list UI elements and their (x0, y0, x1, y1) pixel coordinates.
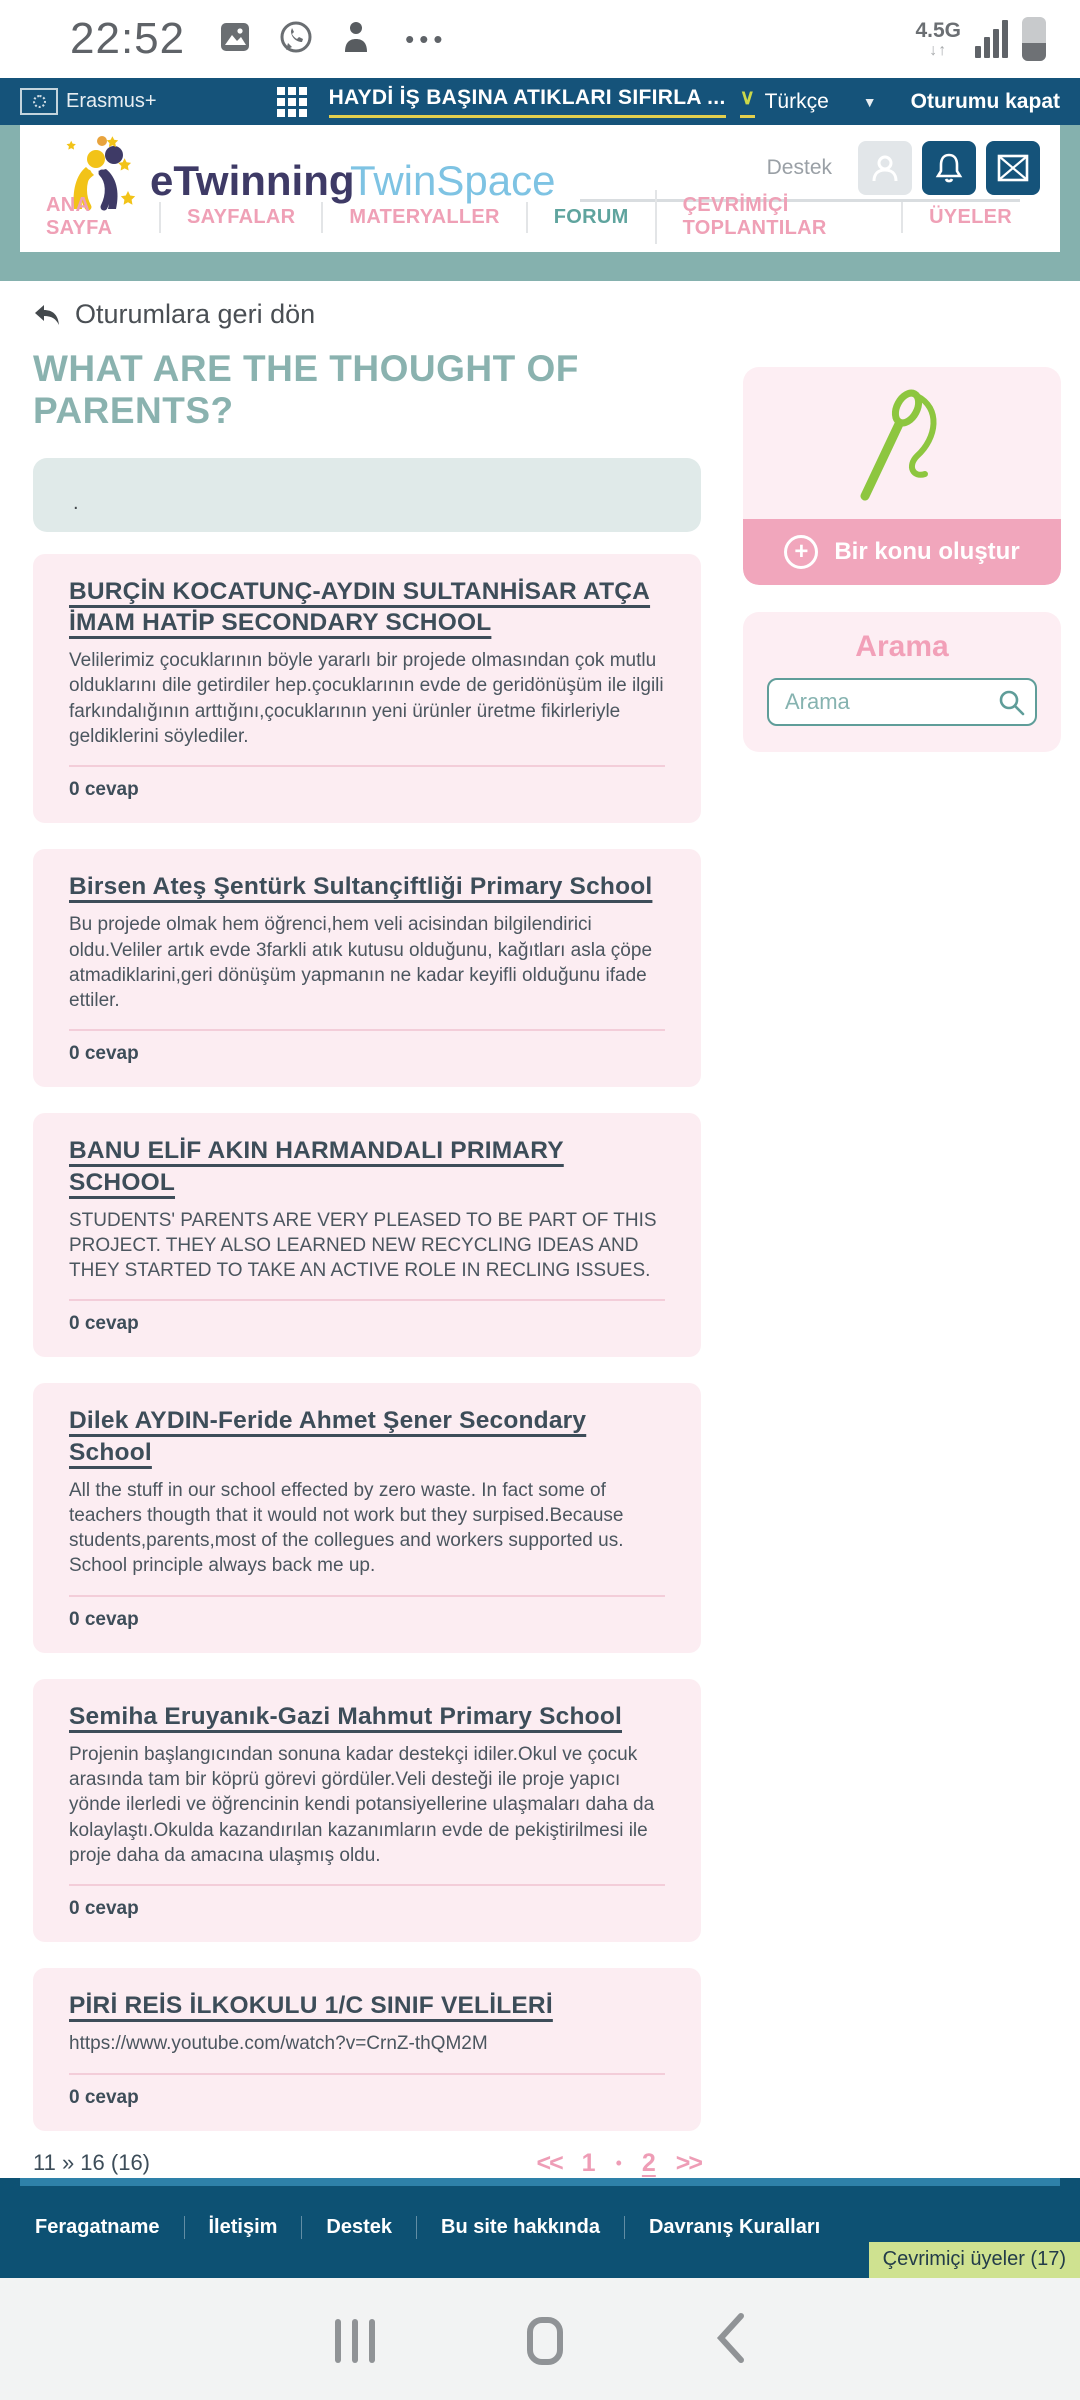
post-list (33, 554, 701, 2131)
post-reply-count: 0 cevap (69, 1608, 139, 1630)
post-reply-count: 0 cevap (69, 1898, 139, 1920)
pagination (33, 2149, 701, 2178)
main-nav-item[interactable]: FORUM (526, 202, 655, 233)
forum-post-card (33, 554, 701, 823)
reply-arrow-icon (33, 303, 61, 327)
post-title-link[interactable]: BANU ELİF AKIN HARMANDALI PRIMARY SCHOOL (69, 1137, 564, 1196)
footer-link[interactable]: İletişim (184, 2216, 302, 2239)
svg-text:TwinSpace: TwinSpace (350, 157, 556, 204)
post-reply-count: 0 cevap (69, 1313, 139, 1335)
post-divider (69, 1029, 665, 1031)
forum-sidebar (743, 367, 1061, 752)
needle-illustration (743, 367, 1061, 519)
main-nav-item[interactable]: SAYFALAR (159, 202, 321, 233)
post-divider (69, 765, 665, 767)
online-members-badge[interactable]: Çevrimiçi üyeler (17) (869, 2242, 1080, 2278)
post-title-link[interactable]: Birsen Ateş Şentürk Sultançiftliği Primary School (69, 873, 653, 901)
whatsapp-icon (279, 20, 313, 59)
footer-accent-strip (20, 2178, 1060, 2186)
post-divider (69, 1884, 665, 1886)
android-nav-bar (0, 2278, 1080, 2400)
page-title: WHAT ARE THE THOUGHT OF PARENTS? (33, 348, 579, 431)
topic-description-box: . (33, 458, 701, 532)
clock: 22:52 (70, 14, 186, 63)
forum-post-card (33, 849, 701, 1087)
create-topic-button[interactable]: + Bir konu oluştur (743, 519, 1061, 585)
post-reply-count: 0 cevap (69, 779, 139, 801)
forum-post-card (33, 1679, 701, 1942)
post-body: STUDENTS' PARENTS ARE VERY PLEASED TO BE PART OF THIS PROJECT. THEY ALSO LEARNED NEW RECYCLING IDEAS AND THEY STARTED TO TAKE AN ACTIVE ROLE IN RECLING ISSUES. (69, 1209, 657, 1282)
footer-link[interactable]: Feragatname (35, 2215, 160, 2238)
profile-button[interactable] (858, 141, 912, 195)
data-arrows-icon: ↓↑ (929, 41, 948, 59)
needle-thread-icon (847, 380, 957, 506)
notification-icons (219, 20, 447, 59)
pagination-range-label: 11 » 16 (16) (33, 2150, 151, 2176)
battery-icon (1022, 17, 1046, 61)
post-body: Bu projede olmak hem öğrenci,hem veli acisindan bilgilendirici oldu.Veliler artık evde 3farkli atık kutusu olduğunu, kağıtları asla çöpe atmadiklarini,geri dönüşüm yapmanın ne kadar keyifli olduğunu ifade ettiler. (69, 914, 653, 1012)
site-footer (0, 2178, 1080, 2278)
home-button[interactable] (527, 2317, 563, 2365)
post-body: Projenin başlangıcından sonuna kadar destekçi idiler.Okul ve çocuk arasında tam bir köprü görevi gördüler.Veli desteği ile proje yapıcı yönde ilerledi ve öğrencinin kendi potansiyellerine ulaşmaları daha da kolaylaştı.Okulda kazandırılan kazanımların evde de pekiştirilmesi ile proje daha da amacına ulaşmış oldu. (69, 1743, 655, 1866)
language-selector[interactable]: Türkçe (764, 89, 829, 113)
post-divider (69, 1299, 665, 1301)
svg-text:eTwinning: eTwinning (150, 157, 355, 204)
messages-button[interactable] (986, 141, 1040, 195)
language-caret-icon[interactable]: ▼ (862, 93, 877, 110)
erasmus-label[interactable]: Erasmus+ (66, 90, 157, 112)
network-indicator (915, 20, 961, 59)
status-bar-right (915, 17, 1046, 61)
plus-icon: + (784, 535, 818, 569)
footer-links (35, 2216, 844, 2239)
post-title-link[interactable]: PİRİ REİS İLKOKULU 1/C SINIF VELİLERİ (69, 1992, 553, 2020)
post-body: All the stuff in our school effected by zero waste. In fact some of teachers thougth that it would not work but they surpised.Because students,parents,most of the collegues and workers supported us. School principle always back me up. (69, 1479, 624, 1577)
post-title-link[interactable]: Semiha Eruyanık-Gazi Mahmut Primary School (69, 1702, 622, 1730)
search-card (743, 612, 1061, 752)
gallery-icon (219, 21, 251, 58)
recents-button[interactable] (335, 2319, 375, 2363)
post-divider (69, 1595, 665, 1597)
apps-grid-icon[interactable] (277, 87, 307, 117)
logout-button[interactable]: Oturumu kapat (910, 89, 1060, 113)
footer-link[interactable]: Bu site hakkında (416, 2216, 624, 2239)
forum-page (0, 281, 1080, 2178)
support-link[interactable]: Destek (766, 156, 832, 179)
twinspace-top-bar (0, 78, 1080, 125)
forum-post-card (33, 1383, 701, 1652)
more-notifications-icon: ••• (405, 23, 448, 54)
post-title-link[interactable]: Dilek AYDIN-Feride Ahmet Şener Secondary School (69, 1407, 587, 1466)
main-nav-item[interactable]: ÇEVRİMİÇİ TOPLANTILAR (655, 190, 902, 244)
network-type-label: 4.5G (915, 18, 961, 42)
status-bar (0, 0, 1080, 78)
envelope-icon (997, 154, 1029, 182)
pagination-dot: • (615, 2152, 622, 2173)
post-reply-count: 0 cevap (69, 1043, 139, 1065)
forum-post-card (33, 1968, 701, 2130)
project-title-link[interactable]: HAYDİ İŞ BAŞINA ATIKLARI SIFIRLA ... ∨ (329, 85, 756, 118)
pagination-page-1[interactable]: 1 (581, 2148, 596, 2177)
pagination-next-button[interactable]: >> (675, 2148, 701, 2177)
footer-link[interactable]: Destek (301, 2216, 416, 2239)
post-body: https://www.youtube.com/watch?v=CrnZ-thQM2M (69, 2033, 488, 2055)
main-nav-item[interactable]: MATERYALLER (321, 202, 525, 233)
main-nav (20, 190, 1060, 244)
main-nav-item[interactable]: ANA SAYFA (46, 194, 113, 239)
header-band (0, 125, 1080, 281)
signal-strength-icon (975, 20, 1008, 58)
erasmus-eu-flag-icon (20, 88, 58, 115)
pagination-page-2[interactable]: 2 (641, 2148, 656, 2177)
header-card (20, 125, 1060, 252)
back-button[interactable] (715, 2312, 745, 2369)
bell-icon (934, 152, 964, 184)
post-body: Velilerimiz çocuklarının böyle yararlı bir projede olmasından çok mutlu olduklarını dile getirdiler hep.çocuklarının evde de geridönüşüm ile ilgili farkındalığının arttığını,çocuklarının yeni ürünler üretme fikirleriyle geldiklerini söylediler. (69, 650, 664, 748)
contact-app-icon (341, 20, 371, 59)
chevron-down-icon: ∨ (740, 85, 756, 118)
post-reply-count: 0 cevap (69, 2086, 139, 2108)
post-title-link[interactable]: BURÇİN KOCATUNÇ-AYDIN SULTANHİSAR ATÇA İMAM HATİP SECONDARY SCHOOL (69, 578, 651, 637)
pagination-prev-button[interactable]: << (536, 2148, 562, 2177)
forum-post-card (33, 1113, 701, 1357)
search-title: Arama (855, 630, 949, 663)
notifications-button[interactable] (922, 141, 976, 195)
main-nav-item[interactable]: ÜYELER (901, 202, 1038, 233)
back-to-sessions-link[interactable]: Oturumlara geri dön (33, 299, 701, 330)
post-divider (69, 2073, 665, 2075)
footer-link[interactable]: Davranış Kuralları (624, 2216, 844, 2239)
search-icon[interactable] (997, 688, 1025, 721)
create-topic-card (743, 367, 1061, 585)
